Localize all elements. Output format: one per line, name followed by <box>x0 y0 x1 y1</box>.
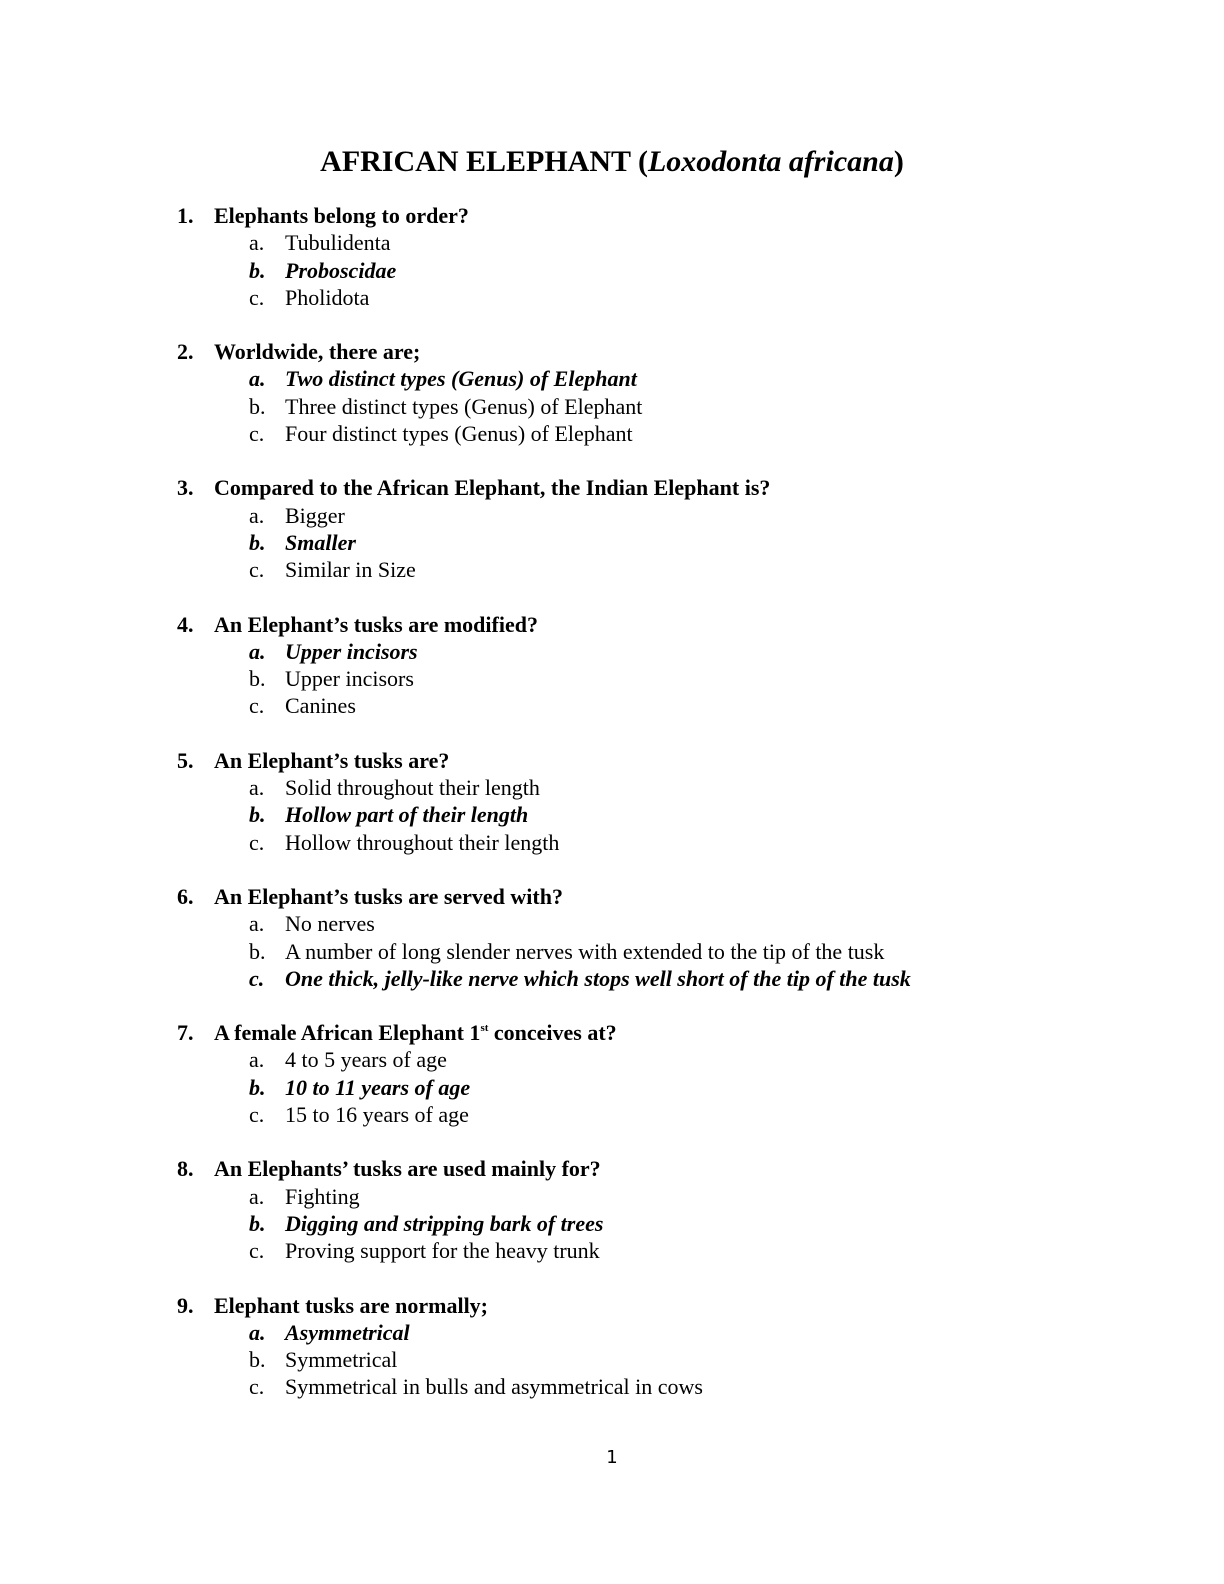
option-letter: c. <box>249 1374 265 1400</box>
question-line <box>177 474 1077 501</box>
answer-option <box>177 910 1077 937</box>
option-letter: b. <box>249 938 266 964</box>
option-text: Two distinct types (Genus) of Elephant <box>285 366 637 392</box>
option-letter: a. <box>249 366 266 392</box>
answer-option <box>177 393 1077 420</box>
answer-option-correct <box>177 1319 1077 1346</box>
question-text: Elephant tusks are normally; <box>214 1292 489 1318</box>
answer-option-correct <box>177 257 1077 284</box>
option-text: A number of long slender nerves with extended to the tip of the tusk <box>285 938 885 964</box>
question-item <box>177 747 1077 856</box>
question-text: An Elephants’ tusks are used mainly for? <box>214 1156 601 1182</box>
answer-option-correct <box>177 1210 1077 1237</box>
question-number: 2. <box>177 339 194 365</box>
option-letter: b. <box>249 802 266 828</box>
option-text: Smaller <box>285 529 356 555</box>
question-text-part: conceives at? <box>488 1020 617 1046</box>
option-letter: b. <box>249 666 266 692</box>
option-list <box>177 365 1077 447</box>
option-letter: a. <box>249 1319 266 1345</box>
question-text: Compared to the African Elephant, the Indian Elephant is? <box>214 475 771 501</box>
answer-option <box>177 665 1077 692</box>
option-letter: a. <box>249 1183 265 1209</box>
option-letter: a. <box>249 502 265 528</box>
option-text: Asymmetrical <box>285 1319 410 1345</box>
question-item <box>177 1019 1077 1128</box>
option-text: Hollow throughout their length <box>285 829 560 855</box>
option-list <box>177 1046 1077 1128</box>
option-text: Canines <box>285 693 356 719</box>
question-text-part: A female African Elephant 1 <box>214 1020 481 1046</box>
option-list <box>177 910 1077 992</box>
page-title <box>0 142 1224 182</box>
title-close: ) <box>893 145 904 178</box>
question-number: 7. <box>177 1020 194 1046</box>
answer-option <box>177 1046 1077 1073</box>
option-text: Digging and stripping bark of trees <box>285 1210 604 1236</box>
answer-option <box>177 556 1077 583</box>
option-text: Fighting <box>285 1183 360 1209</box>
option-text: Hollow part of their length <box>285 802 529 828</box>
answer-option-correct <box>177 1074 1077 1101</box>
option-letter: a. <box>249 911 265 937</box>
option-list <box>177 1319 1077 1401</box>
question-number: 8. <box>177 1156 194 1182</box>
option-letter: c. <box>249 557 265 583</box>
option-text: Symmetrical in bulls and asymmetrical in cows <box>285 1374 703 1400</box>
option-list <box>177 502 1077 584</box>
answer-option-correct <box>177 529 1077 556</box>
option-text: Symmetrical <box>285 1347 398 1373</box>
answer-option-correct <box>177 365 1077 392</box>
question-item <box>177 611 1077 720</box>
answer-option <box>177 1101 1077 1128</box>
option-text: Pholidota <box>285 284 370 310</box>
option-letter: b. <box>249 1210 266 1236</box>
question-line <box>177 1292 1077 1319</box>
option-text: 4 to 5 years of age <box>285 1047 447 1073</box>
option-letter: b. <box>249 529 266 555</box>
question-number: 4. <box>177 611 194 637</box>
answer-option-correct <box>177 638 1077 665</box>
answer-option-correct <box>177 965 1077 992</box>
answer-option <box>177 938 1077 965</box>
question-text <box>214 1020 617 1045</box>
answer-option <box>177 692 1077 719</box>
option-text: Upper incisors <box>285 638 418 664</box>
option-list <box>177 1183 1077 1265</box>
question-text: Elephants belong to order? <box>214 203 469 228</box>
title-main: AFRICAN ELEPHANT ( <box>320 145 648 178</box>
option-text: Tubulidenta <box>285 230 391 256</box>
question-number: 3. <box>177 475 194 501</box>
option-letter: a. <box>249 230 265 256</box>
option-letter: c. <box>249 829 265 855</box>
question-line <box>177 747 1077 774</box>
option-letter: b. <box>249 257 266 283</box>
answer-option <box>177 229 1077 256</box>
question-item <box>177 202 1077 311</box>
option-list <box>177 229 1077 311</box>
option-text: 15 to 16 years of age <box>285 1102 469 1128</box>
answer-option <box>177 1346 1077 1373</box>
answer-option <box>177 1237 1077 1264</box>
answer-option <box>177 1183 1077 1210</box>
option-text: Bigger <box>285 502 345 528</box>
page-number: 1 <box>606 1447 618 1468</box>
option-letter: c. <box>249 1102 265 1128</box>
question-text: An Elephant’s tusks are modified? <box>214 611 538 637</box>
answer-option <box>177 774 1077 801</box>
question-number: 6. <box>177 883 194 909</box>
question-item <box>177 883 1077 992</box>
answer-option <box>177 502 1077 529</box>
question-number: 1. <box>177 203 194 228</box>
option-letter: c. <box>249 421 265 447</box>
option-text: Upper incisors <box>285 666 414 692</box>
question-item <box>177 1155 1077 1264</box>
option-text: Four distinct types (Genus) of Elephant <box>285 421 633 447</box>
option-letter: a. <box>249 1047 265 1073</box>
option-list <box>177 638 1077 720</box>
option-letter: c. <box>249 1238 265 1264</box>
option-letter: a. <box>249 638 266 664</box>
answer-option <box>177 829 1077 856</box>
question-text: Worldwide, there are; <box>214 339 421 365</box>
question-text: An Elephant’s tusks are served with? <box>214 883 563 909</box>
answer-option <box>177 284 1077 311</box>
ordinal-superscript: st <box>480 1022 489 1035</box>
option-letter: b. <box>249 393 266 419</box>
question-number: 9. <box>177 1292 194 1318</box>
answer-option-correct <box>177 801 1077 828</box>
question-text: An Elephant’s tusks are? <box>214 747 450 773</box>
question-number: 5. <box>177 747 194 773</box>
option-text: One thick, jelly-like nerve which stops well short of the tip of the tusk <box>285 965 911 991</box>
option-text: Solid throughout their length <box>285 775 540 801</box>
option-text: Proboscidae <box>285 257 397 283</box>
question-line <box>177 338 1077 365</box>
option-text: Proving support for the heavy trunk <box>285 1238 600 1264</box>
option-letter: c. <box>249 965 265 991</box>
title-scientific-name: Loxodonta africana <box>647 145 894 178</box>
option-letter: a. <box>249 775 265 801</box>
option-letter: b. <box>249 1347 266 1373</box>
option-letter: c. <box>249 284 265 310</box>
answer-option <box>177 1373 1077 1400</box>
question-item <box>177 338 1077 447</box>
option-letter: b. <box>249 1074 266 1100</box>
question-line <box>177 1155 1077 1182</box>
question-item <box>177 1292 1077 1401</box>
question-line <box>177 1019 1077 1046</box>
question-line <box>177 883 1077 910</box>
option-text: 10 to 11 years of age <box>285 1074 471 1100</box>
question-item <box>177 474 1077 583</box>
question-list <box>177 202 1077 1428</box>
question-line <box>177 202 1077 229</box>
option-text: Similar in Size <box>285 557 416 583</box>
option-list <box>177 774 1077 856</box>
answer-option <box>177 420 1077 447</box>
option-text: No nerves <box>285 911 375 937</box>
option-text: Three distinct types (Genus) of Elephant <box>285 393 643 419</box>
option-letter: c. <box>249 693 265 719</box>
question-line <box>177 611 1077 638</box>
